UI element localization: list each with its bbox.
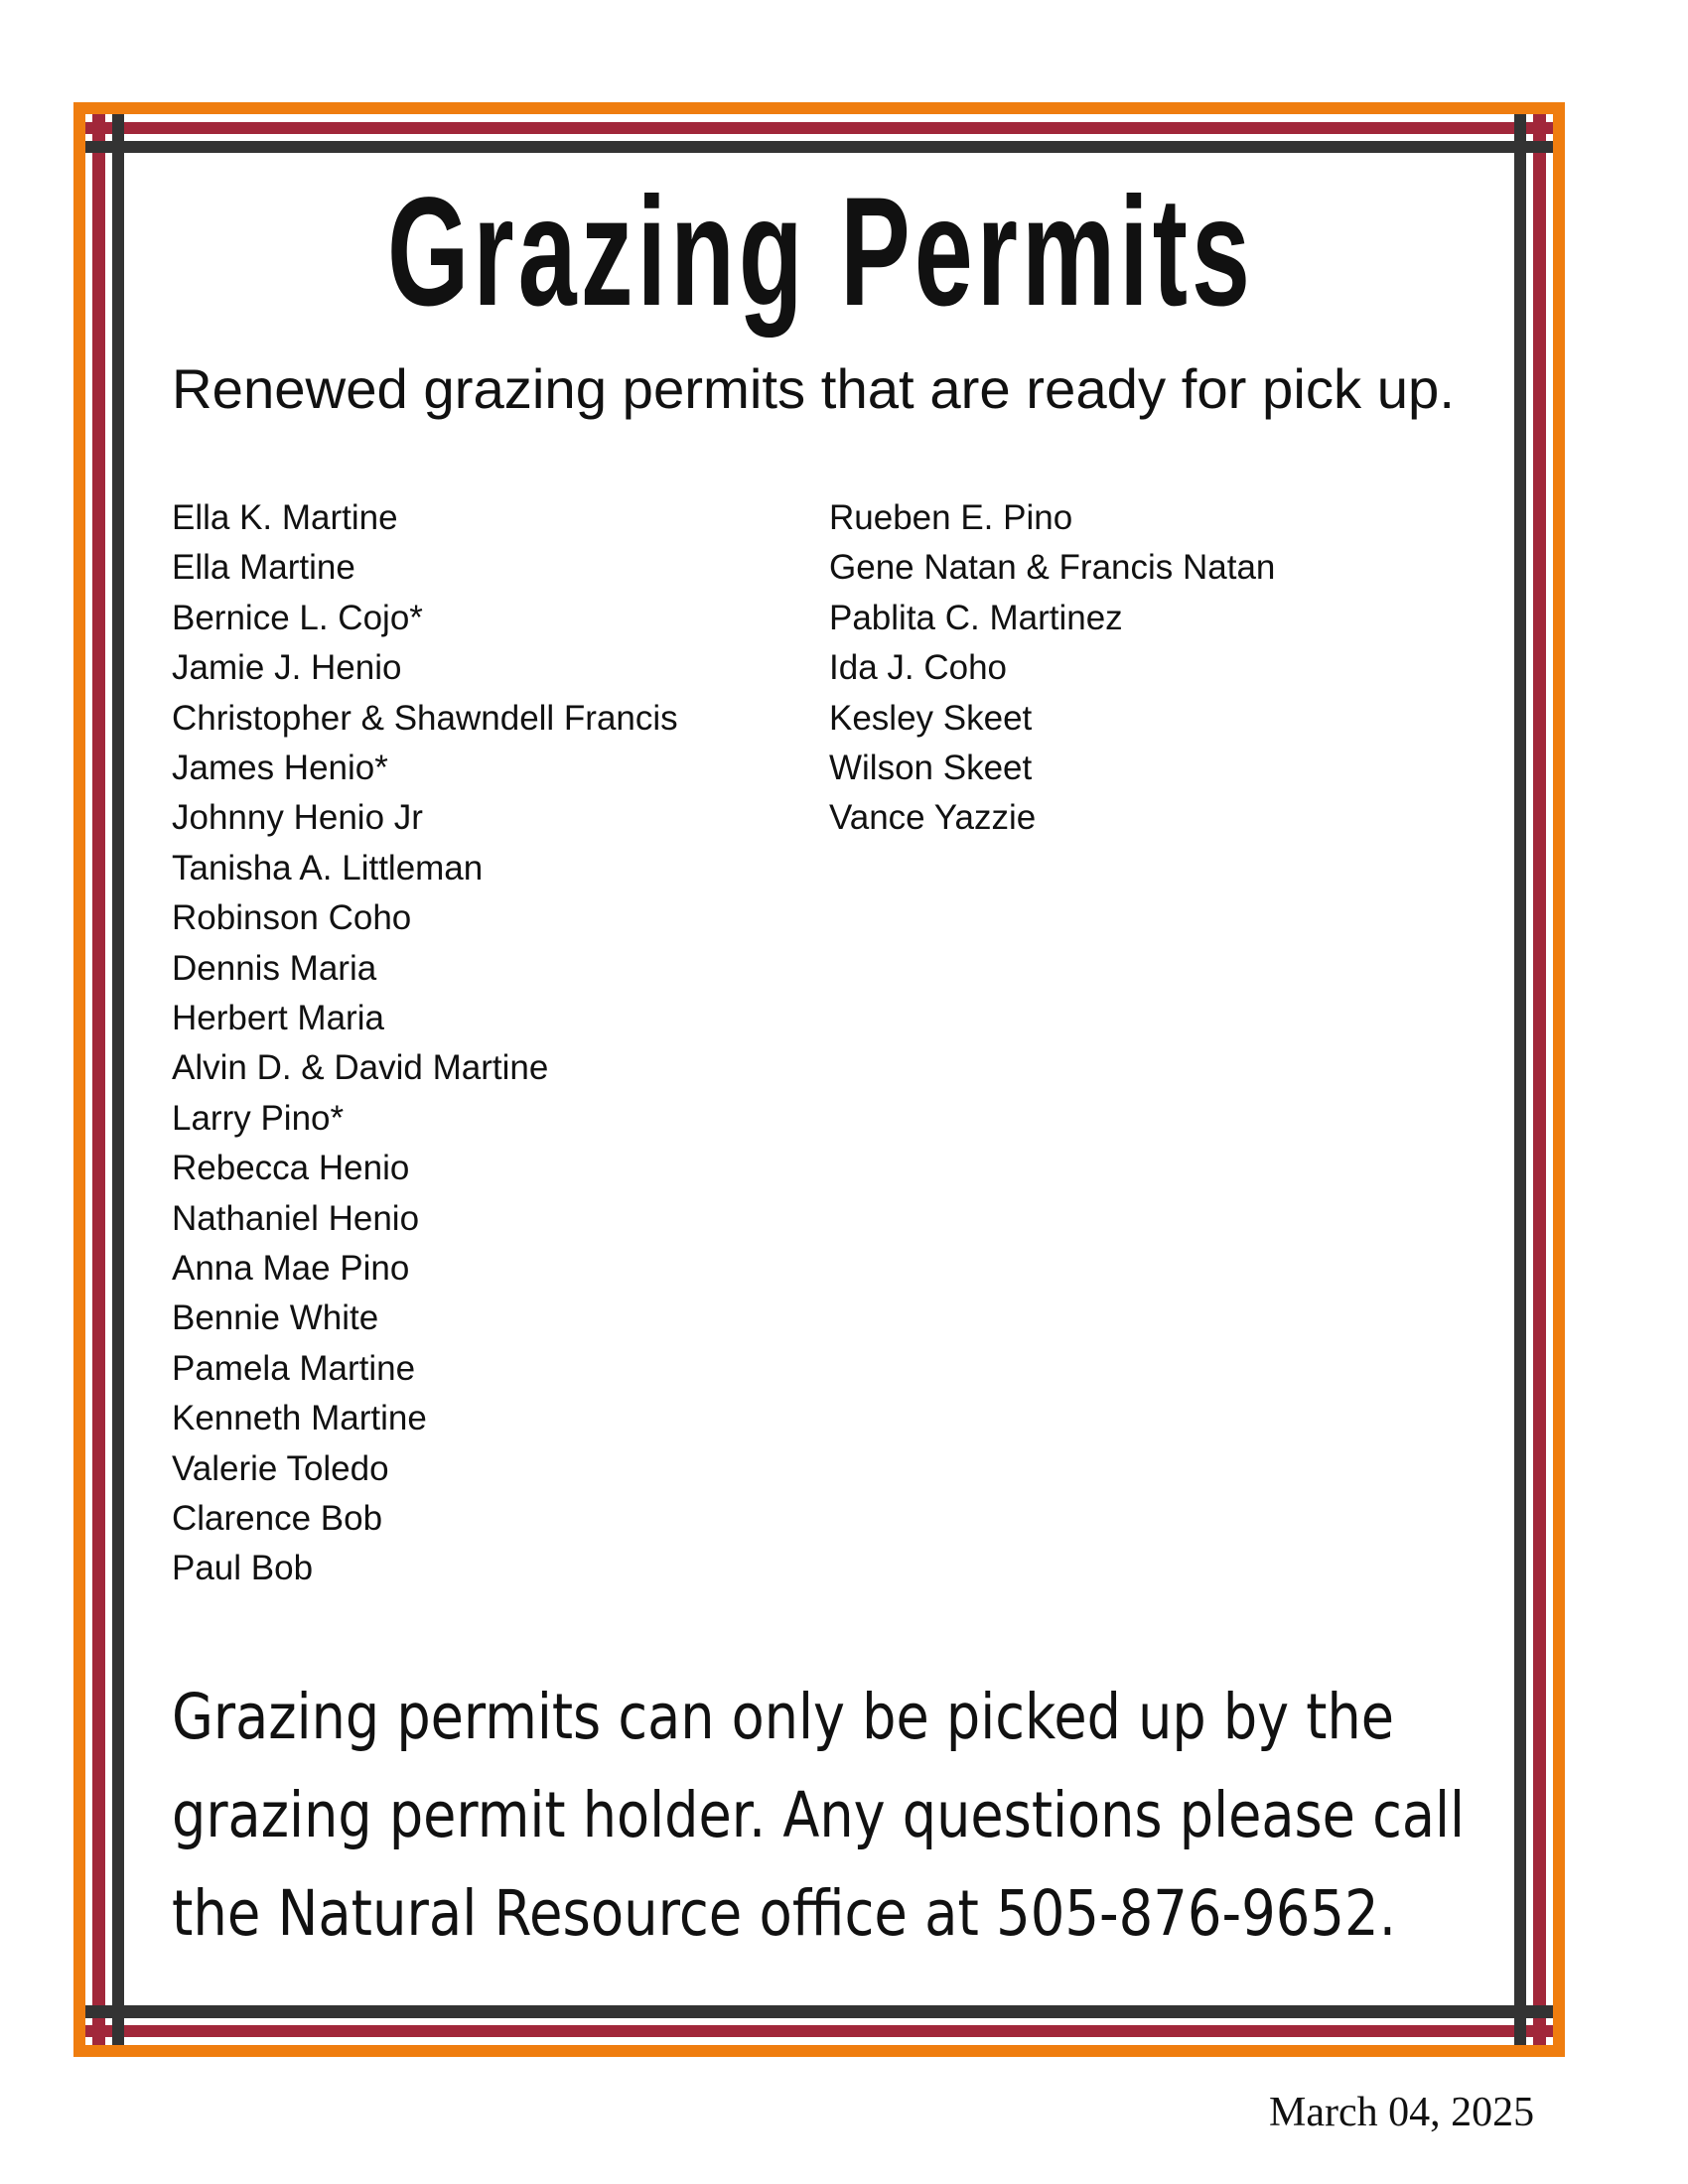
permit-holder-name: Ella K. Martine [172,498,398,537]
permit-holder-name: Kenneth Martine [172,1399,427,1438]
permit-holder-name: Tanisha A. Littleman [172,848,484,887]
notice-line: Grazing permits can only be picked up by the [172,1681,1394,1753]
permit-holder-name: Pamela Martine [172,1348,416,1388]
border-red-bottom [85,2025,1553,2037]
border-red-left [92,114,105,2045]
page-title: Grazing Permits [387,166,1254,339]
border-dark-top [85,141,1553,153]
notice-line: grazing permit holder. Any questions please call [172,1779,1465,1851]
border-orange-top [73,102,1565,114]
border-red-right [1533,114,1546,2045]
permit-holder-name: Kesley Skeet [829,698,1033,738]
permit-holder-name: Bernice L. Cojo* [172,598,423,637]
permit-holder-name: Ida J. Coho [829,648,1007,688]
permit-holder-name: Valerie Toledo [172,1448,389,1488]
permit-holder-name: Gene Natan & Francis Natan [829,548,1276,588]
permit-holder-name: Nathaniel Henio [172,1198,420,1238]
permit-holder-name: Rueben E. Pino [829,498,1073,537]
permit-holder-name: Ella Martine [172,548,355,588]
border-orange-bottom [73,2045,1565,2057]
border-dark-left [112,114,124,2045]
permit-holder-name: Anna Mae Pino [172,1249,410,1288]
permit-holder-name: Paul Bob [172,1549,314,1588]
permit-holder-name: Herbert Maria [172,999,384,1037]
notice-line: the Natural Resource office at 505-876-9652. [172,1877,1396,1950]
permit-holder-name: Dennis Maria [172,948,377,988]
permit-holder-name: Robinson Coho [172,898,412,938]
permit-holder-name: Jamie J. Henio [172,648,402,688]
border-red-top [85,122,1553,134]
permit-holder-name: Wilson Skeet [829,749,1033,787]
permit-holder-name: Larry Pino* [172,1098,345,1138]
permit-holder-name: Johnny Henio Jr [172,798,423,838]
permit-holder-name: Clarence Bob [172,1499,383,1538]
permit-holder-name: Vance Yazzie [829,798,1037,838]
permit-holder-name: James Henio* [172,749,388,787]
permit-holder-name: Christopher & Shawndell Francis [172,698,678,738]
permit-holder-name: Bennie White [172,1298,379,1338]
permit-holder-name: Pablita C. Martinez [829,598,1123,637]
permit-holder-name: Alvin D. & David Martine [172,1048,549,1088]
document-date: March 04, 2025 [1269,2090,1535,2135]
border-orange-left [73,102,85,2057]
border-orange-right [1553,102,1565,2057]
subtitle: Renewed grazing permits that are ready for pick up. [172,358,1455,420]
border-dark-right [1514,114,1526,2045]
permit-holder-name: Rebecca Henio [172,1149,410,1188]
border-dark-bottom [85,2005,1553,2018]
